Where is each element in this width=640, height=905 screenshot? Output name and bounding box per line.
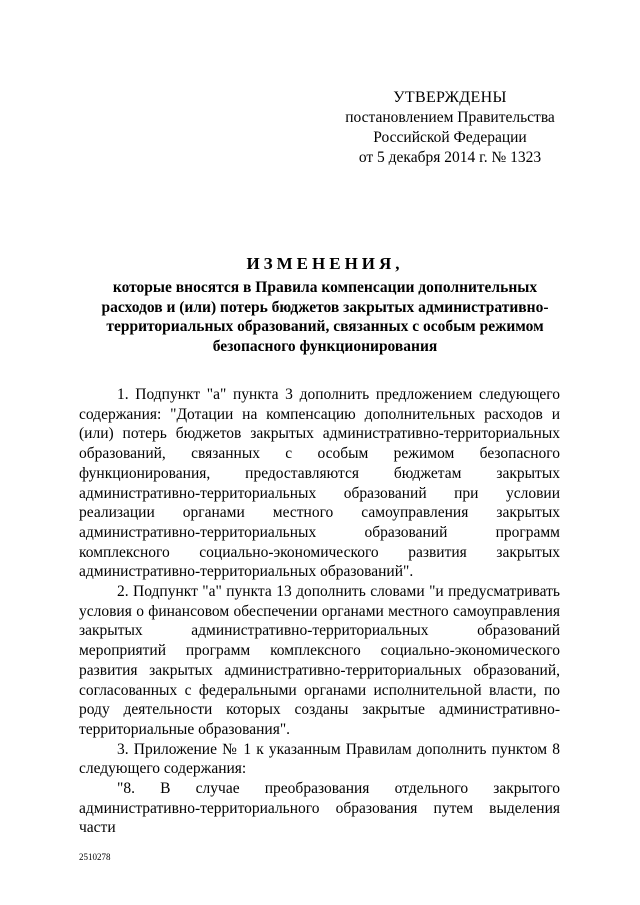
approval-stamp bbox=[340, 88, 560, 168]
paragraph-1: 1. Подпункт "а" пункта 3 дополнить предложением следующего содержания: "Дотации на компенсацию дополнительных расходов и (или) потерь бюджетов закрытых административно-территориальных образований, связанных с особым режимом безопасного функционирования, предоставляются бюджетам закрытых административно-территориальных образований при условии реализации органами местного самоуправления закрытых административно-территориальных образований программ комплексного социально-экономического развития закрытых административно-территориальных образований". bbox=[79, 386, 560, 581]
document-subtitle: которые вносятся в Правила компенсации дополнительных расходов и (или) потерь бюджетов закрытых административно-территориальных образований, связанных с особым режимом безопасного функционирования bbox=[101, 279, 549, 355]
document-title: ИЗМЕНЕНИЯ, bbox=[246, 254, 404, 273]
approval-line-1: постановлением Правительства bbox=[345, 109, 555, 126]
paragraph-3: 3. Приложение № 1 к указанным Правилам дополнить пунктом 8 следующего содержания: bbox=[79, 740, 560, 778]
document-number: 2510278 bbox=[79, 852, 111, 862]
approval-line-2: Российской Федерации bbox=[373, 129, 527, 146]
approval-word: УТВЕРЖДЕНЫ bbox=[393, 89, 507, 106]
paragraph-2: 2. Подпункт "а" пункта 13 дополнить словами "и предусматривать условия о финансовом обеспечении органами местного самоуправления закрытых административно-территориальных образований мероприятий программ комплексного социально-экономического развития закрытых административно-территориальных образований, согласованных с федеральными органами исполнительной власти, по роду деятельности которых созданы закрытые административно-территориальные образования". bbox=[79, 583, 560, 738]
document-body bbox=[79, 385, 560, 838]
paragraph-4: "8. В случае преобразования отдельного закрытого административно-территориального образования путем выделения части bbox=[79, 780, 560, 837]
approval-line-3: от 5 декабря 2014 г. № 1323 bbox=[358, 149, 542, 166]
document-heading bbox=[90, 252, 560, 356]
